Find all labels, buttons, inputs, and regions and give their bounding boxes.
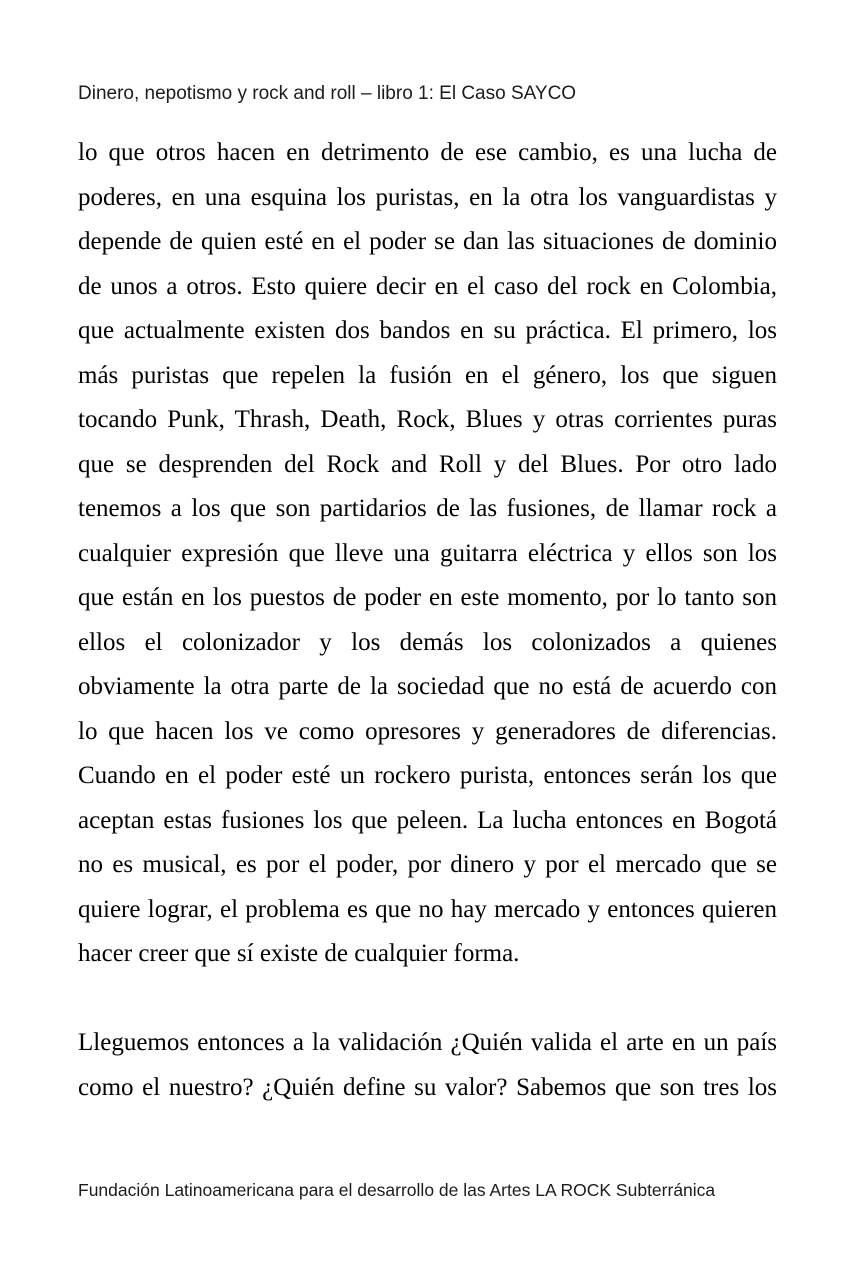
text-line: aceptan estas fusiones los que peleen. La lucha entonces en Bogotá <box>78 806 777 834</box>
text-line: tenemos a los que son partidarios de las fusiones, de llamar rock a <box>78 495 777 522</box>
text-line: lo que otros hacen en detrimento de ese cambio, es una lucha de <box>78 139 777 166</box>
text-line: cualquier expresión que lleve una guitarra eléctrica y ellos son los <box>78 539 777 567</box>
text-line: como el nuestro? ¿Quién define su valor? Sabemos que son tres los <box>78 1073 777 1101</box>
page-header-title: Dinero, nepotismo y rock and roll – libro 1: El Caso SAYCO <box>78 83 577 104</box>
text-line: que actualmente existen dos bandos en su práctica. El primero, los <box>78 317 777 344</box>
text-line: más puristas que repelen la fusión en el género, los que siguen <box>78 361 777 389</box>
text-line: hacer creer que sí existe de cualquier forma. <box>78 940 520 967</box>
text-line: de unos a otros. Esto quiere decir en el caso del rock en Colombia, <box>78 272 777 300</box>
text-line: quiere lograr, el problema es que no hay mercado y entonces quieren <box>78 895 777 923</box>
document-body <box>78 131 777 1110</box>
text-line: Cuando en el poder esté un rockero purista, entonces serán los que <box>78 762 777 789</box>
text-line: tocando Punk, Thrash, Death, Rock, Blues y otras corrientes puras <box>78 406 777 433</box>
paragraph-gap <box>78 977 777 1022</box>
text-line: que se desprenden del Rock and Roll y del Blues. Por otro lado <box>78 450 777 478</box>
text-line: lo que hacen los ve como opresores y generadores de diferencias. <box>78 717 777 745</box>
text-line: ellos el colonizador y los demás los colonizados a quienes <box>78 628 777 656</box>
text-line: no es musical, es por el poder, por dinero y por el mercado que se <box>78 851 777 878</box>
text-line: que están en los puestos de poder en este momento, por lo tanto son <box>78 584 777 611</box>
text-line: obviamente la otra parte de la sociedad que no está de acuerdo con <box>78 673 777 700</box>
page-footer-text: Fundación Latinoamericana para el desarrollo de las Artes LA ROCK Subterránica <box>78 1180 716 1200</box>
text-line: depende de quien esté en el poder se dan las situaciones de dominio <box>78 228 777 255</box>
text-line: Lleguemos entonces a la validación ¿Quién valida el arte en un país <box>78 1029 777 1056</box>
text-line: poderes, en una esquina los puristas, en la otra los vanguardistas y <box>78 183 777 211</box>
